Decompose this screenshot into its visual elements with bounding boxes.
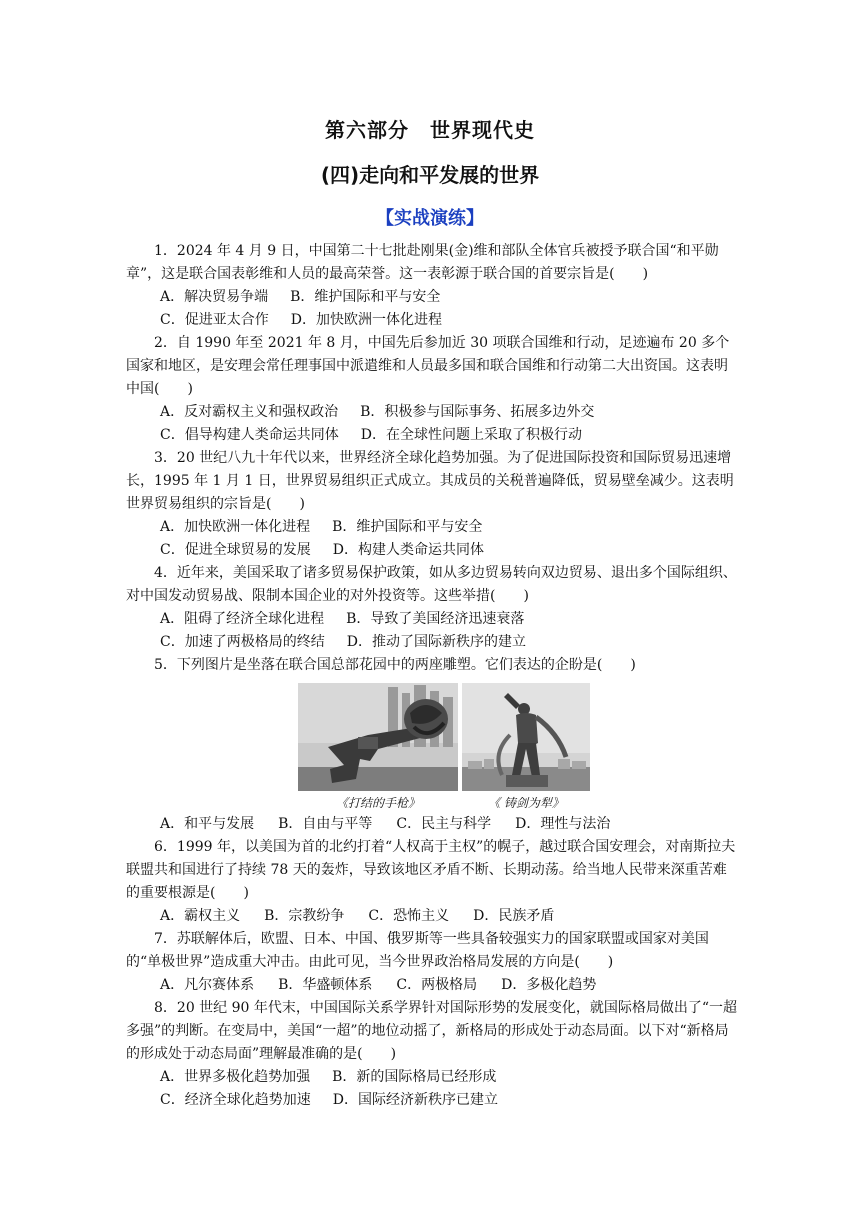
answer-option[interactable]: A．阻碍了经济全球化进程 <box>160 611 325 627</box>
question-2 <box>126 332 740 447</box>
answer-option[interactable]: D．加快欧洲一体化进程 <box>290 312 442 328</box>
unit-title: (四)走向和平发展的世界 <box>320 163 540 187</box>
answer-option[interactable]: C．民主与科学 <box>396 816 492 832</box>
option-row <box>126 286 740 309</box>
option-row <box>126 424 740 447</box>
question-8 <box>126 997 740 1112</box>
answer-option[interactable]: D．理性与法治 <box>515 816 611 832</box>
answer-option[interactable]: D．多极化趋势 <box>501 977 597 993</box>
plowshare-statue-figure <box>462 683 590 811</box>
answer-option[interactable]: B．维护国际和平与安全 <box>332 519 483 535</box>
question-stem: 8．20 世纪 90 年代末，中国国际关系学界针对国际形势的发展变化，就国际格局做出了“一超多强”的判断。在变局中，美国“一超”的地位动摇了，新格局的形成处于动态局面。以下对“新格局的形成处于动态局面”理解最准确的是( ) <box>126 1000 738 1062</box>
question-7 <box>126 928 740 997</box>
answer-option[interactable]: D．民族矛盾 <box>473 908 555 924</box>
option-row <box>126 608 740 631</box>
answer-option[interactable]: A．世界多极化趋势加强 <box>160 1069 311 1085</box>
answer-option[interactable]: D．在全球性问题上采取了积极行动 <box>360 427 582 443</box>
option-row <box>126 401 740 424</box>
question-1 <box>126 240 740 332</box>
section-label: 【实战演练】 <box>376 208 484 229</box>
question-6 <box>126 836 740 928</box>
question-3 <box>126 447 740 562</box>
answer-option[interactable]: B．华盛顿体系 <box>278 977 373 993</box>
option-row <box>126 631 740 654</box>
answer-option[interactable]: B．新的国际格局已经形成 <box>332 1069 497 1085</box>
knotted-gun-photo <box>298 683 458 791</box>
answer-option[interactable]: C．促进全球贸易的发展 <box>160 542 311 558</box>
answer-option[interactable]: C．促进亚太合作 <box>160 312 269 328</box>
answer-option[interactable]: B．自由与平等 <box>278 816 373 832</box>
answer-option[interactable]: A．霸权主义 <box>160 908 241 924</box>
question-stem: 3．20 世纪八九十年代以来，世界经济全球化趋势加强。为了促进国际投资和国际贸易迅速增长，1995 年 1 月 1 日，世界贸易组织正式成立。其成员的关税普遍降低，贸易壁垒减少。这表明世界贸易组织的宗旨是( ) <box>126 450 734 512</box>
option-row <box>126 1066 740 1089</box>
question-stem: 2．自 1990 年至 2021 年 8 月，中国先后参加近 30 项联合国维和行动，足迹遍布 20 多个国家和地区，是安理会常任理事国中派遣维和人员最多国和联合国维和行动第二大出资国。这表明中国( ) <box>126 335 730 397</box>
answer-option[interactable]: C．恐怖主义 <box>368 908 450 924</box>
option-row <box>126 974 740 997</box>
option-row <box>126 905 740 928</box>
answer-option[interactable]: B．宗教纷争 <box>264 908 345 924</box>
answer-option[interactable]: B．积极参与国际事务、拓展多边外交 <box>360 404 595 420</box>
figure-caption: 《打结的手枪》 <box>335 796 420 810</box>
answer-option[interactable]: B．维护国际和平与安全 <box>290 289 441 305</box>
question-5 <box>126 654 740 836</box>
question-4 <box>126 562 740 654</box>
option-row <box>126 309 740 332</box>
answer-option[interactable]: B．导致了美国经济迅速衰落 <box>346 611 525 627</box>
knotted-gun-figure <box>298 683 458 811</box>
question-stem: 1．2024 年 4 月 9 日，中国第二十七批赴刚果(金)维和部队全体官兵被授予联合国“和平勋章”，这是联合国表彰维和人员的最高荣誉。这一表彰源于联合国的首要宗旨是( ) <box>126 243 719 282</box>
sculpture-figures <box>126 683 740 811</box>
answer-option[interactable]: A．凡尔赛体系 <box>160 977 255 993</box>
answer-option[interactable]: C．加速了两极格局的终结 <box>160 634 325 650</box>
answer-option[interactable]: A．和平与发展 <box>160 816 255 832</box>
option-row <box>126 1089 740 1112</box>
plowshare-statue-photo <box>462 683 590 791</box>
question-list <box>126 240 740 1112</box>
answer-option[interactable]: A．解决贸易争端 <box>160 289 269 305</box>
question-stem: 7．苏联解体后，欧盟、日本、中国、俄罗斯等一些具备较强实力的国家联盟或国家对美国的“单极世界”造成重大冲击。由此可见，当今世界政治格局发展的方向是( ) <box>126 931 709 970</box>
answer-option[interactable]: A．反对霸权主义和强权政治 <box>160 404 339 420</box>
question-stem: 5．下列图片是坐落在联合国总部花园中的两座雕塑。它们表达的企盼是( ) <box>154 657 636 673</box>
option-row <box>126 813 740 836</box>
answer-option[interactable]: D．推动了国际新秩序的建立 <box>346 634 526 650</box>
option-row <box>126 516 740 539</box>
option-row <box>126 539 740 562</box>
figure-caption: 《 铸剑为犁》 <box>488 796 564 810</box>
part-title: 第六部分 世界现代史 <box>325 118 535 142</box>
question-stem: 6．1999 年，以美国为首的北约打着“人权高于主权”的幌子，越过联合国安理会，对南斯拉夫联盟共和国进行了持续 78 天的轰炸，导致该地区矛盾不断、长期动荡。给当地人民带来深重苦难的重要根源是( ) <box>126 839 736 901</box>
answer-option[interactable]: C．两极格局 <box>396 977 478 993</box>
answer-option[interactable]: A．加快欧洲一体化进程 <box>160 519 311 535</box>
answer-option[interactable]: D．构建人类命运共同体 <box>332 542 484 558</box>
answer-option[interactable]: C．经济全球化趋势加速 <box>160 1092 311 1108</box>
answer-option[interactable]: D．国际经济新秩序已建立 <box>332 1092 498 1108</box>
answer-option[interactable]: C．倡导构建人类命运共同体 <box>160 427 339 443</box>
question-stem: 4．近年来，美国采取了诸多贸易保护政策，如从多边贸易转向双边贸易、退出多个国际组织、对中国发动贸易战、限制本国企业的对外投资等。这些举措( ) <box>126 565 737 604</box>
